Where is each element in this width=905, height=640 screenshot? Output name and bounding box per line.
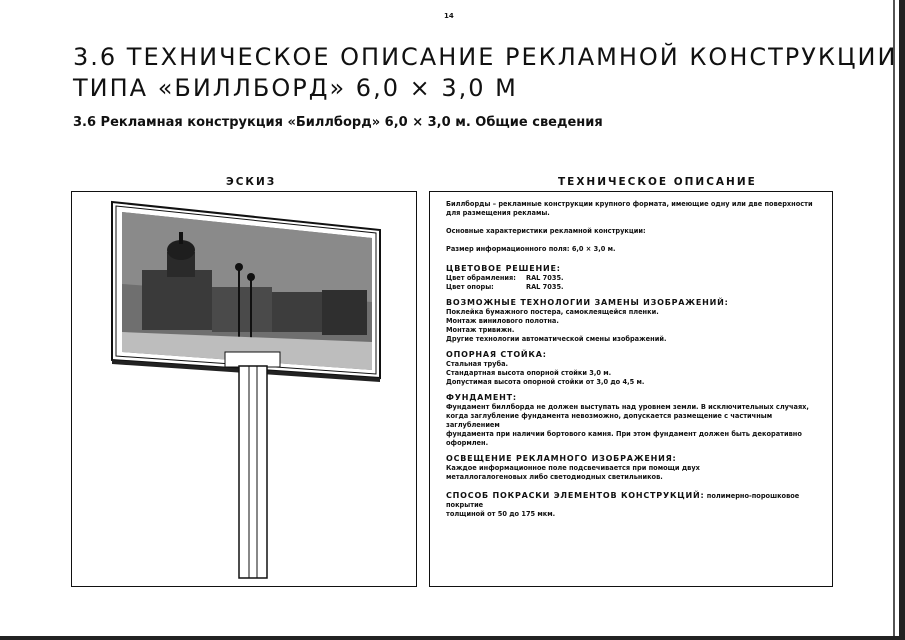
color-support-value: RAL 7035. (526, 283, 564, 291)
tech-section-title: ВОЗМОЖНЫЕ ТЕХНОЛОГИИ ЗАМЕНЫ ИЗОБРАЖЕНИЙ: (446, 298, 729, 307)
intro-line-1: Биллборды – рекламные конструкции крупного формата, имеющие одну или две поверхности (446, 200, 813, 208)
foundation-line: когда заглубление фундамента невозможно, допускается размещение с частичным заглублением (446, 412, 773, 429)
foundation-line: Фундамент биллборда не должен выступать над уровнем земли. В исключительных случаях, (446, 403, 809, 411)
lighting-line: Каждое информационное поле подсвечивается при помощи двух (446, 464, 700, 472)
description-panel (429, 191, 833, 587)
foundation-line: фундамента при наличии бортового камня. При этом фундамент должен быть декоративно (446, 430, 802, 438)
paint-section-title: СПОСОБ ПОКРАСКИ ЭЛЕМЕНТОВ КОНСТРУКЦИЙ: (446, 491, 705, 500)
page-number: 14 (444, 12, 454, 20)
paint-text: полимерно-порошковое покрытие (446, 492, 800, 509)
paint-line (446, 490, 822, 510)
support-item: Стальная труба. (446, 360, 509, 368)
color-frame-value: RAL 7035. (526, 274, 564, 282)
support-item: Допустимая высота опорной стойки от 3,0 до 4,5 м. (446, 378, 645, 386)
description-header: ТЕХНИЧЕСКОЕ ОПИСАНИЕ (558, 176, 757, 188)
foundation-section-title: ФУНДАМЕНТ: (446, 393, 517, 402)
lighting-section-title: ОСВЕЩЕНИЕ РЕКЛАМНОГО ИЗОБРАЖЕНИЯ: (446, 454, 677, 463)
main-characteristics: Основные характеристики рекламной конструкции: (446, 227, 646, 235)
support-section-title: ОПОРНАЯ СТОЙКА: (446, 350, 547, 359)
color-support-row (446, 283, 822, 292)
page-bottom-edge (0, 636, 905, 640)
tech-item: Другие технологии автоматической смены изображений. (446, 335, 667, 343)
tech-item: Монтаж винилового полотна. (446, 317, 559, 325)
color-frame-row (446, 274, 822, 283)
page-edge (899, 0, 905, 640)
sketch-panel (71, 191, 417, 587)
intro-line-2: для размещения рекламы. (446, 209, 550, 217)
color-support-key: Цвет опоры: (446, 283, 494, 291)
page-title (73, 42, 897, 104)
size-line: Размер информационного поля: 6,0 × 3,0 м. (446, 245, 616, 253)
support-item: Стандартная высота опорной стойки 3,0 м. (446, 369, 612, 377)
color-section-title: ЦВЕТОВОЕ РЕШЕНИЕ: (446, 264, 561, 273)
title-line-2: ТИПА «БИЛЛБОРД» 6,0 × 3,0 М (73, 74, 518, 102)
tech-item: Поклейка бумажного постера, самоклеящейся пленки. (446, 308, 659, 316)
section-subtitle: 3.6 Рекламная конструкция «Биллборд» 6,0 × 3,0 м. Общие сведения (73, 115, 603, 130)
foundation-line: оформлен. (446, 439, 489, 447)
title-line-1: 3.6 ТЕХНИЧЕСКОЕ ОПИСАНИЕ РЕКЛАМНОЙ КОНСТРУКЦИИ (73, 43, 898, 71)
billboard-sketch (72, 192, 415, 585)
color-frame-key: Цвет обрамления: (446, 274, 516, 282)
tech-item: Монтаж тривижн. (446, 326, 515, 334)
paint-line-2: толщиной от 50 до 175 мкм. (446, 510, 556, 518)
sketch-header: ЭСКИЗ (226, 176, 277, 188)
lighting-line: металлогалогеновых либо светодиодных светильников. (446, 473, 663, 481)
